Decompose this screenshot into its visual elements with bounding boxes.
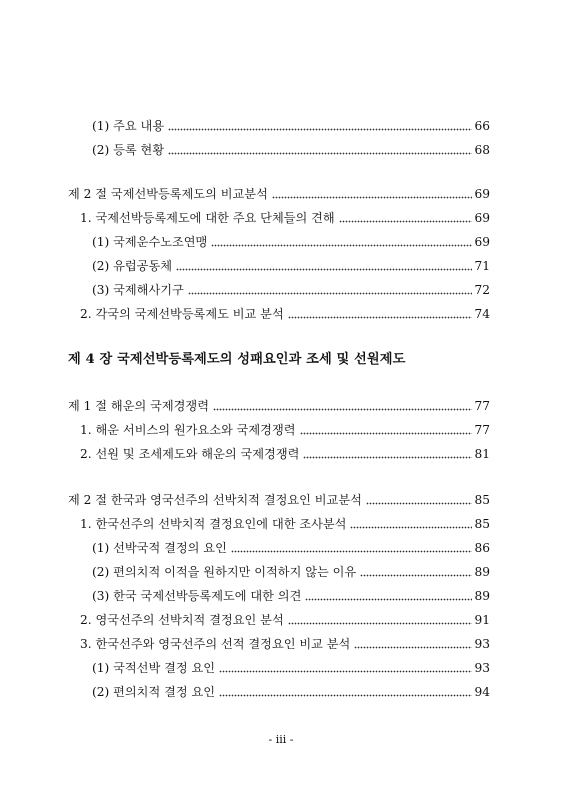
dot-leader [231, 542, 473, 553]
toc-entry[interactable] [92, 228, 490, 250]
dot-leader [168, 120, 472, 131]
toc-entry-page: 72 [474, 283, 490, 297]
toc-entry[interactable] [80, 606, 490, 628]
toc-entry[interactable] [68, 180, 490, 202]
toc-entry-label: 제 2 절 한국과 영국선주의 선박치적 결정요인 비교분석 [68, 493, 362, 507]
toc-entry[interactable] [80, 440, 490, 462]
toc-entry[interactable] [92, 252, 490, 274]
toc-entry[interactable] [92, 654, 490, 676]
toc-entry[interactable] [68, 486, 490, 508]
dot-leader [272, 188, 473, 199]
toc-entry-label: (1) 선박국적 결정의 요인 [92, 541, 227, 555]
dot-leader [213, 400, 473, 411]
toc-entry-page: 68 [474, 143, 490, 157]
toc-entry-page: 86 [474, 541, 490, 555]
toc-entry[interactable] [80, 300, 490, 322]
toc-entry-label: 1. 한국선주의 선박치적 결정요인에 대한 조사분석 [80, 517, 347, 531]
toc-entry[interactable] [80, 510, 490, 532]
toc-entry[interactable] [92, 558, 490, 580]
dot-leader [300, 424, 473, 435]
toc-entry[interactable] [92, 678, 490, 700]
toc-entry-label: (3) 국제해사기구 [92, 283, 184, 297]
dot-leader [176, 260, 472, 271]
toc-entry-label: 3. 한국선주와 영국선주의 선적 결정요인 비교 분석 [80, 637, 351, 651]
toc-entry-label: (2) 편의치적 결정 요인 [92, 685, 216, 699]
toc-entry-page: 66 [474, 119, 490, 133]
toc-entry-page: 71 [474, 259, 490, 273]
toc-entry[interactable] [80, 416, 490, 438]
toc-entry[interactable] [80, 204, 490, 226]
toc-entry-label: 2. 각국의 국제선박등록제도 비교 분석 [80, 307, 284, 321]
toc-entry-label: 2. 영국선주의 선박치적 결정요인 분석 [80, 613, 284, 627]
dot-leader [350, 518, 472, 529]
dot-leader [168, 144, 472, 155]
dot-leader [288, 614, 473, 625]
dot-leader [354, 638, 472, 649]
dot-leader [219, 686, 472, 697]
toc-entry[interactable] [92, 276, 490, 298]
dot-leader [366, 494, 473, 505]
toc-entry-page: 93 [474, 661, 490, 675]
toc-entry-page: 89 [474, 565, 490, 579]
toc-entry[interactable] [80, 630, 490, 652]
chapter-heading[interactable]: 제 4 장 국제선박등록제도의 성패요인과 조세 및 선원제도 [68, 352, 406, 367]
dot-leader [339, 212, 473, 223]
toc-entry-label: (2) 유럽공동체 [92, 259, 173, 273]
toc-entry-label: (1) 주요 내용 [92, 119, 165, 133]
toc-entry-page: 93 [474, 637, 490, 651]
toc-entry-label: (2) 편의치적 이적을 원하지만 이적하지 않는 이유 [92, 565, 357, 579]
toc-entry-label: (1) 국제운수노조연맹 [92, 235, 208, 249]
toc-entry[interactable] [92, 534, 490, 556]
page-number-footer: - iii - [268, 733, 294, 746]
toc-entry-page: 77 [474, 423, 490, 437]
toc-entry-label: (3) 한국 국제선박등록제도에 대한 의견 [92, 589, 302, 603]
toc-entry-label: 1. 국제선박등록제도에 대한 주요 단체들의 견해 [80, 211, 335, 225]
dot-leader [303, 448, 472, 459]
toc-entry-page: 74 [474, 307, 490, 321]
dot-leader [360, 566, 472, 577]
dot-leader [211, 236, 472, 247]
toc-entry-page: 91 [474, 613, 490, 627]
toc-entry-page: 85 [474, 517, 490, 531]
toc-entry-label: 2. 선원 및 조세제도와 해운의 국제경쟁력 [80, 447, 300, 461]
toc-entry-label: 제 1 절 해운의 국제경쟁력 [68, 399, 209, 413]
toc-entry-label: 제 2 절 국제선박등록제도의 비교분석 [68, 187, 268, 201]
dot-leader [219, 662, 472, 673]
toc-entry-page: 69 [474, 211, 490, 225]
toc-entry-page: 77 [474, 399, 490, 413]
toc-entry-page: 85 [474, 493, 490, 507]
dot-leader [188, 284, 473, 295]
toc-entry-label: (1) 국적선박 결정 요인 [92, 661, 216, 675]
dot-leader [305, 590, 472, 601]
toc-entry-page: 69 [474, 235, 490, 249]
toc-entry[interactable] [92, 136, 490, 158]
toc-entry-label: 1. 해운 서비스의 원가요소와 국제경쟁력 [80, 423, 296, 437]
dot-leader [288, 308, 473, 319]
toc-entry-page: 81 [474, 447, 490, 461]
toc-entry-page: 94 [474, 685, 490, 699]
toc-entry-label: (2) 등록 현황 [92, 143, 165, 157]
toc-entry-page: 69 [474, 187, 490, 201]
toc-entry[interactable] [92, 112, 490, 134]
toc-entry[interactable] [92, 582, 490, 604]
toc-entry[interactable] [68, 392, 490, 414]
toc-entry-page: 89 [474, 589, 490, 603]
